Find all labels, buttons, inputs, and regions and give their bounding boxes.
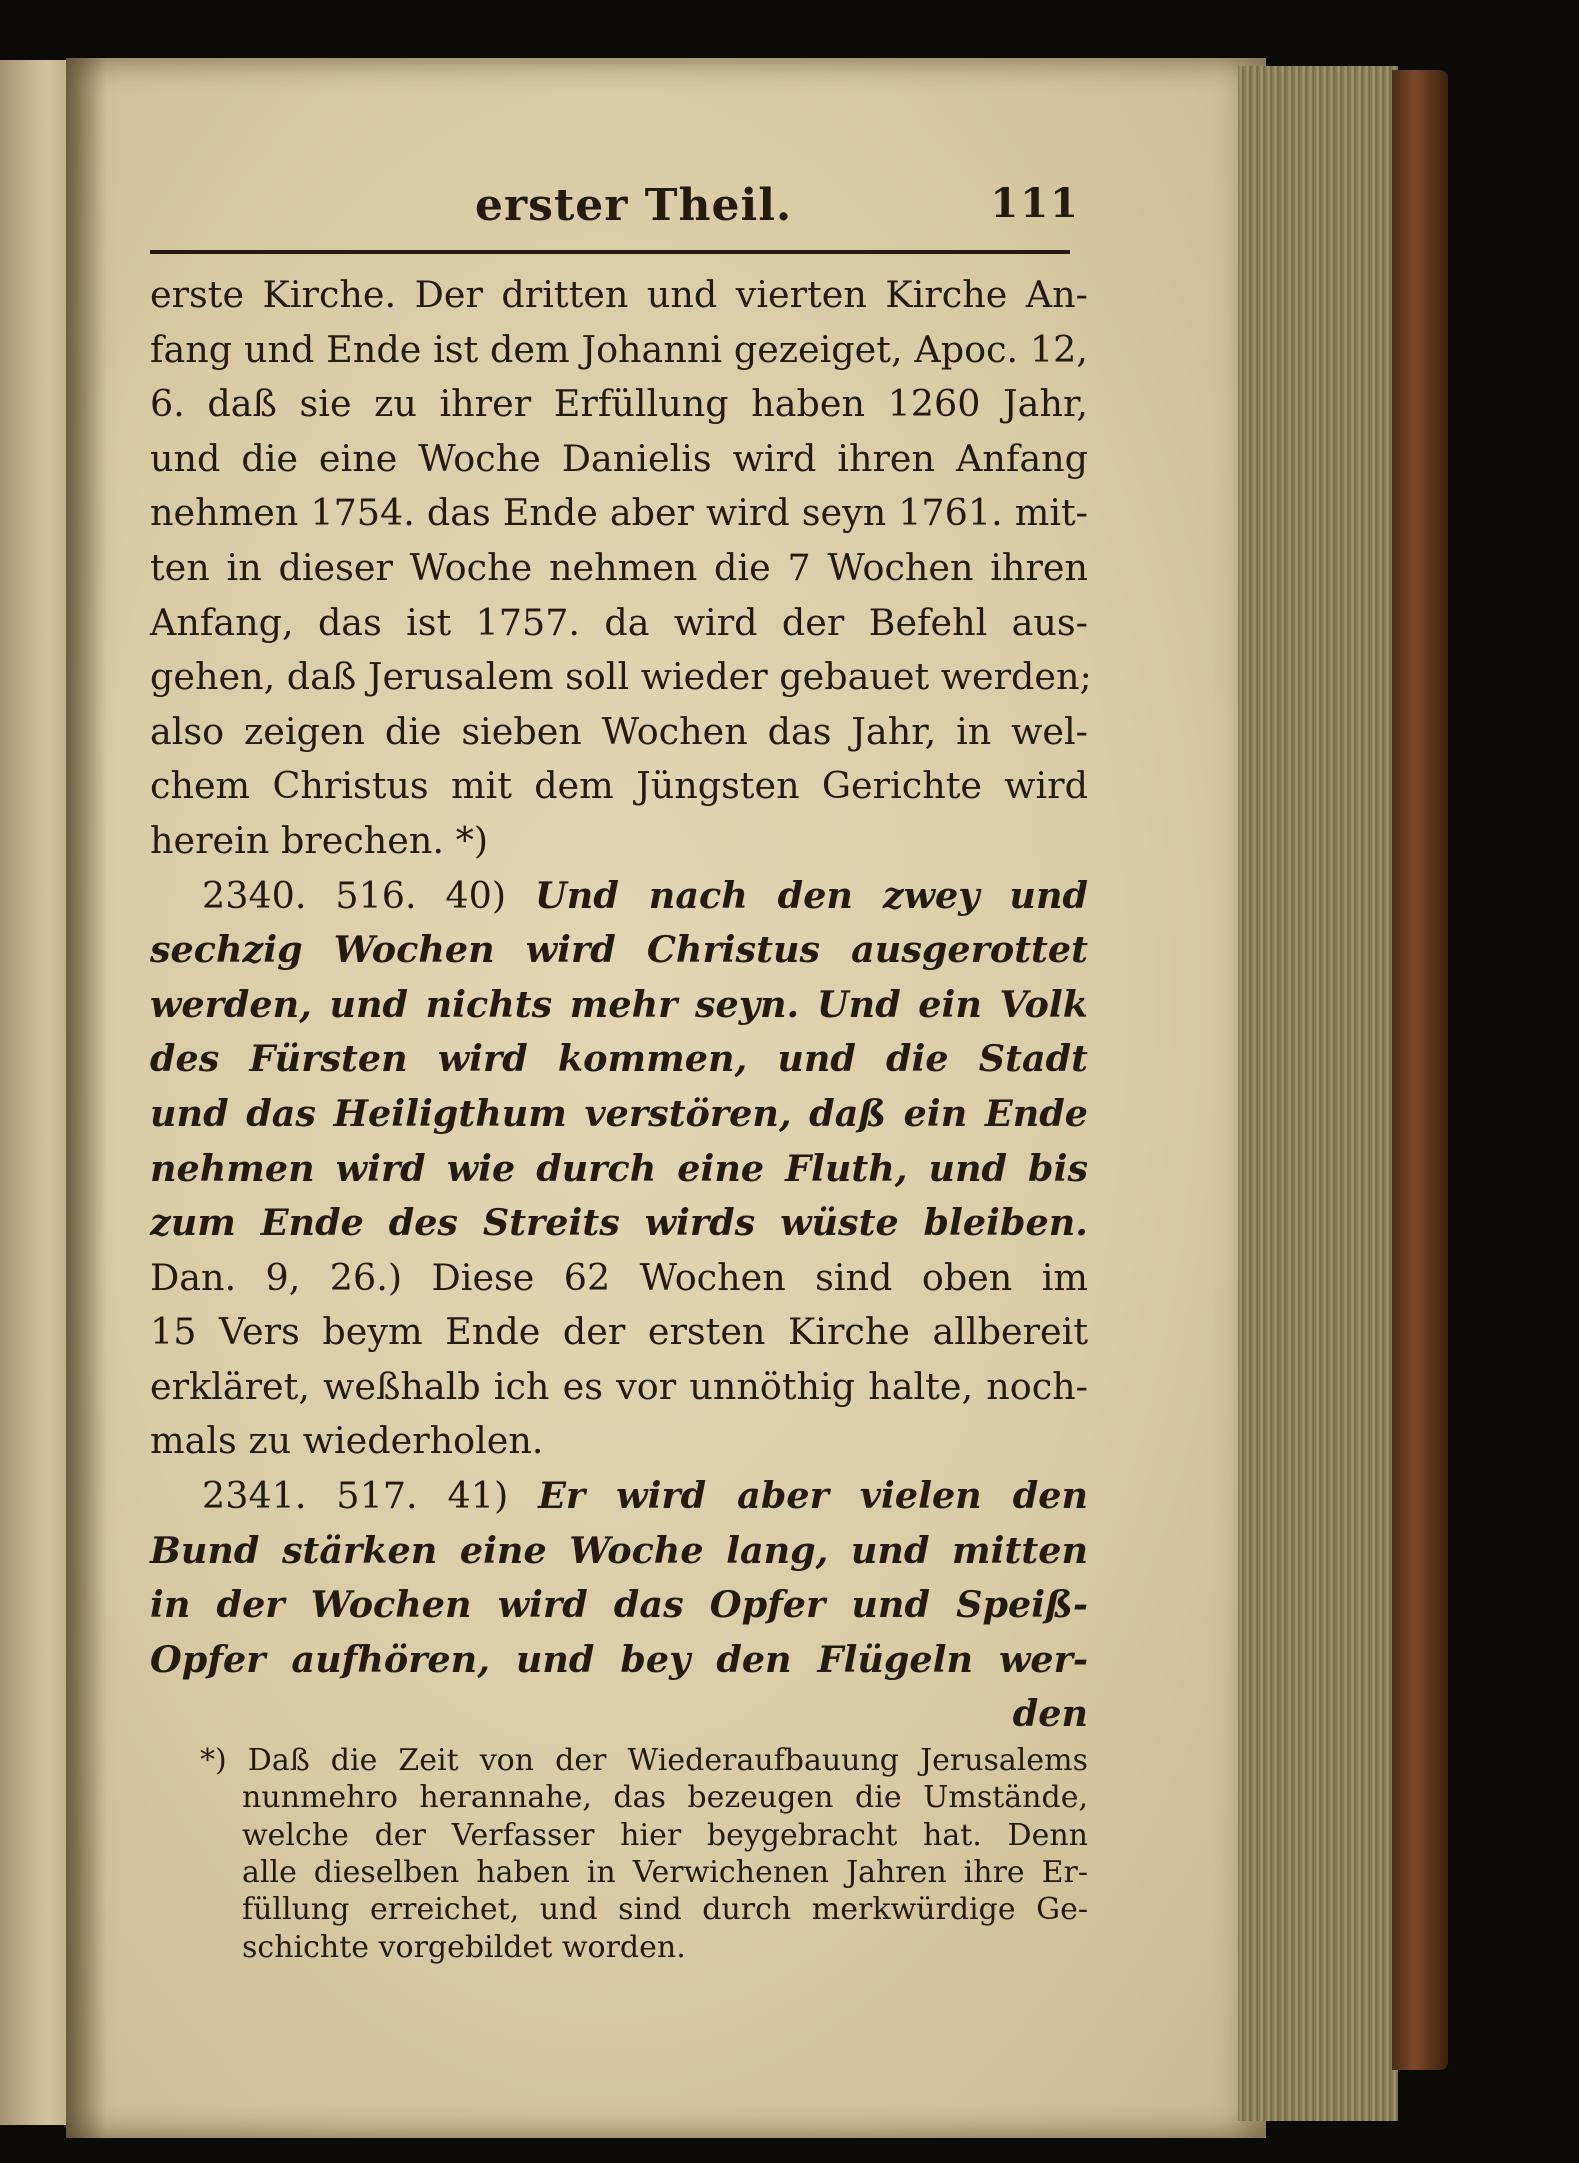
scripture-quote: Und nach den zwey und (534, 873, 1089, 917)
footnote-line: schichte vorgebildet worden. (242, 1929, 686, 1965)
text-line: herein brechen. *) (150, 818, 489, 862)
scripture-quote: Er wird aber vielen den (538, 1474, 1088, 1518)
verse-40-first-line (150, 869, 1088, 924)
text-line: 6. daß sie zu ihrer Erfüllung haben 1260 Jahr, (150, 382, 1088, 426)
scripture-line: Bund stärken eine Woche lang, und mitten (150, 1528, 1088, 1572)
text-line: erkläret, weßhalb ich es vor unnöthig halte, noch- (150, 1364, 1088, 1408)
main-text (150, 268, 1092, 1742)
text-line: also zeigen die sieben Wochen das Jahr, in wel- (150, 709, 1088, 753)
text-line: chem Christus mit dem Jüngsten Gerichte wird (150, 764, 1088, 808)
verse-number: 2340. 516. 40) (202, 873, 507, 917)
text-line: fang und Ende ist dem Johanni gezeiget, Apoc. 12, (150, 327, 1088, 371)
scripture-line: nehmen wird wie durch eine Fluth, und bis (150, 1146, 1088, 1190)
footnote-line: nunmehro herannahe, das bezeugen die Umstände, (242, 1780, 1088, 1816)
footnote-line: welche der Verfasser hier beygebracht hat. Denn (242, 1817, 1088, 1853)
verse-number: 2341. 517. 41) (202, 1474, 509, 1518)
text-line: nehmen 1754. das Ende aber wird seyn 1761. mit- (150, 491, 1088, 535)
page-block-edges (1238, 66, 1398, 2121)
text-line: 15 Vers beym Ende der ersten Kirche allbereit (150, 1310, 1088, 1354)
scripture-line: Opfer aufhören, und bey den Flügeln wer- (150, 1637, 1088, 1681)
verse-41-first-line (150, 1469, 1088, 1524)
scripture-line: und das Heiligthum verstören, daß ein Ende (150, 1091, 1088, 1135)
page-header (150, 180, 1088, 240)
text-line: ten in dieser Woche nehmen die 7 Wochen ihren (150, 545, 1088, 589)
page-content (150, 180, 1092, 1966)
book-cover-edge (1392, 70, 1448, 2070)
footnote-line: alle dieselben haben in Verwichenen Jahren ihre Er- (242, 1854, 1088, 1890)
scripture-line: sechzig Wochen wird Christus ausgerottet (150, 928, 1088, 972)
page-number: 111 (990, 180, 1080, 227)
text-line: Anfang, das ist 1757. da wird der Befehl aus- (150, 600, 1088, 644)
header-rule (150, 250, 1070, 254)
text-line: gehen, daß Jerusalem soll wieder gebauet werden; (150, 655, 1092, 699)
text-line: Dan. 9, 26.) Diese 62 Wochen sind oben im (150, 1255, 1088, 1299)
scripture-line: des Fürsten wird kommen, und die Stadt (150, 1037, 1088, 1081)
scripture-line: werden, und nichts mehr seyn. Und ein Volk (150, 982, 1088, 1026)
page-gutter-shadow (66, 58, 106, 2138)
footnote (150, 1742, 1088, 1966)
catchword: den (1012, 1692, 1088, 1736)
scripture-line: in der Wochen wird das Opfer und Speiß- (150, 1583, 1088, 1627)
text-line: und die eine Woche Danielis wird ihren Anfang (150, 436, 1088, 480)
footnote-line: *) Daß die Zeit von der Wiederaufbauung Jerusalems (200, 1743, 1088, 1779)
footnote-line: füllung erreichet, und sind durch merkwürdige Ge- (242, 1892, 1088, 1928)
text-line: mals zu wiederholen. (150, 1419, 544, 1463)
text-line: erste Kirche. Der dritten und vierten Kirche An- (150, 273, 1088, 316)
scripture-line: zum Ende des Streits wirds wüste bleiben. (150, 1201, 1088, 1245)
running-head: erster Theil. (475, 180, 793, 231)
